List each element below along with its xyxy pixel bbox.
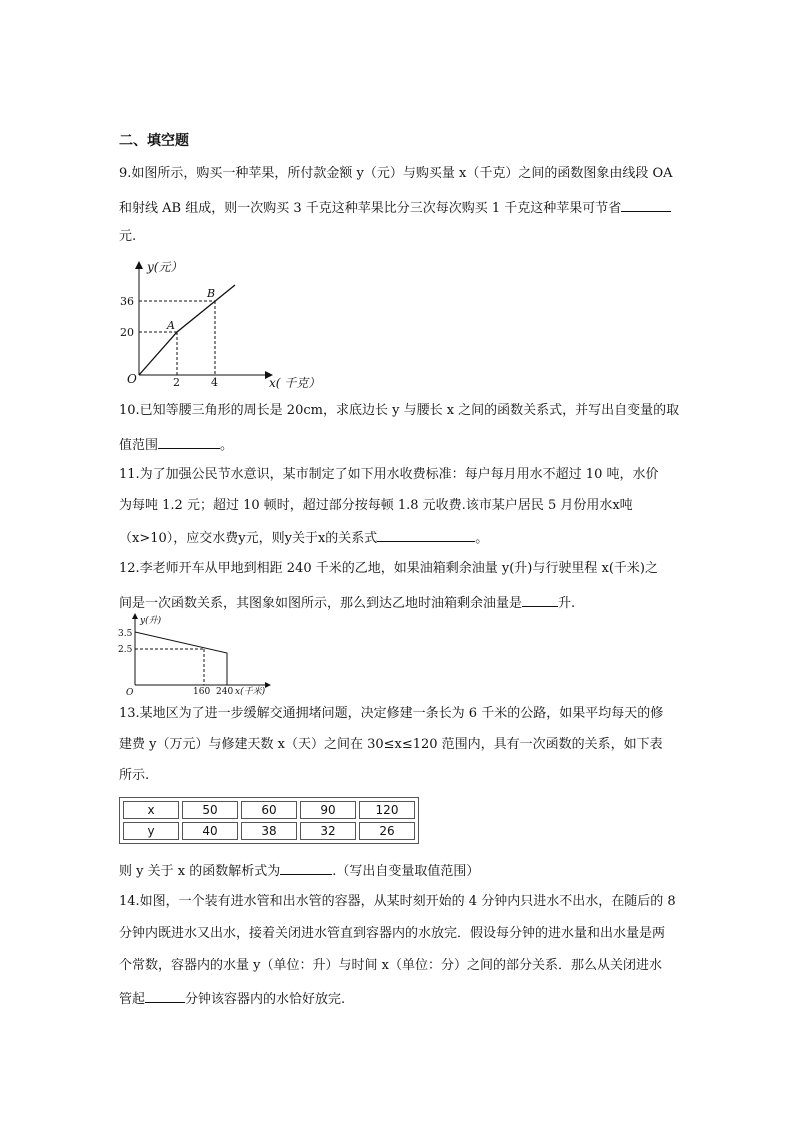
q9-x-tick-4: 4 bbox=[211, 376, 218, 389]
q12-figure bbox=[115, 613, 285, 698]
q12-x-tick-240: 240 bbox=[216, 687, 234, 697]
q11-line-3-suffix: 。 bbox=[475, 531, 489, 546]
q13-answer-blank bbox=[280, 860, 332, 875]
table-row bbox=[123, 822, 415, 840]
table-cell: 40 bbox=[182, 822, 238, 840]
table-cell: 60 bbox=[241, 801, 297, 819]
q9-point-b-label: B bbox=[207, 287, 216, 300]
q12-x-axis-label: x(千米) bbox=[235, 687, 266, 697]
q14-line-1: 14.如图，一个装有进水管和出水管的容器，从某时刻开始的 4 分钟内只进水不出水，在随后的 8 bbox=[119, 894, 676, 909]
q9-line-2 bbox=[119, 197, 671, 218]
q13-line-4-prefix: 则 y 关于 x 的函数解析式为 bbox=[119, 864, 281, 879]
q10-line-1: 10.已知等腰三角形的周长是 20cm，求底边长 y 与腰长 x 之间的函数关系式，并写出自变量的取 bbox=[119, 403, 680, 418]
q14-line-2: 分钟内既进水又出水，接着关闭进水管直到容器内的水放完．假设每分钟的进水量和出水量是两 bbox=[119, 926, 666, 941]
table-cell: 90 bbox=[300, 801, 356, 819]
q13-data-table bbox=[119, 797, 419, 844]
q12-line-2 bbox=[119, 592, 575, 613]
q14-line-4-suffix: 分钟该容器内的水恰好放完. bbox=[185, 992, 346, 1007]
table-cell: y bbox=[123, 822, 179, 840]
q12-answer-blank bbox=[522, 592, 558, 607]
table-cell: 32 bbox=[300, 822, 356, 840]
q10-line-2-prefix: 值范围 bbox=[119, 438, 159, 453]
table-cell: 26 bbox=[359, 822, 415, 840]
q10-line-2 bbox=[119, 434, 233, 455]
q14-line-4 bbox=[119, 988, 345, 1009]
q12-line-2-prefix: 间是一次函数关系，其图象如图所示，那么到达乙地时油箱剩余油量是 bbox=[119, 596, 523, 611]
q9-line-2-text: 和射线 AB 组成，则一次购买 3 千克这种苹果比分三次每次购买 1 千克这种苹果可节省 bbox=[119, 201, 622, 216]
table-cell: 50 bbox=[182, 801, 238, 819]
q12-origin-label: O bbox=[126, 688, 134, 698]
q13-line-4 bbox=[119, 860, 479, 881]
table-cell: x bbox=[123, 801, 179, 819]
q9-figure bbox=[115, 255, 325, 390]
q9-y-tick-20: 20 bbox=[120, 326, 134, 339]
q9-y-tick-36: 36 bbox=[120, 295, 134, 308]
q9-x-axis-label: x( 千克） bbox=[269, 376, 321, 390]
q9-line-3: 元. bbox=[119, 229, 137, 244]
q10-line-2-suffix: 。 bbox=[220, 438, 234, 453]
q12-y-axis-label: y(升) bbox=[140, 616, 162, 626]
q13-line-2: 建费 y（万元）与修建天数 x（天）之间在 30≤x≤120 范围内，具有一次函数的关系，如下表 bbox=[119, 737, 663, 752]
q12-x-tick-160: 160 bbox=[193, 687, 211, 697]
q11-answer-blank bbox=[377, 527, 475, 542]
q9-point-a-label: A bbox=[167, 319, 175, 332]
q13-line-3: 所示. bbox=[119, 768, 150, 783]
q11-line-3 bbox=[119, 527, 488, 548]
section-title: 二、填空题 bbox=[119, 133, 189, 149]
q14-line-4-prefix: 管起 bbox=[119, 992, 146, 1007]
q12-line-2-suffix: 升. bbox=[558, 596, 576, 611]
q9-y-axis-label: y(元） bbox=[147, 260, 183, 274]
q14-answer-blank bbox=[145, 988, 185, 1003]
q10-answer-blank bbox=[158, 434, 220, 449]
q12-line-1: 12.李老师开车从甲地到相距 240 千米的乙地，如果油箱剩余油量 y(升)与行驶里程 x(千米)之 bbox=[119, 561, 658, 576]
q9-answer-blank bbox=[621, 197, 671, 212]
q14-line-3: 个常数，容器内的水量 y（单位：升）与时间 x（单位：分）之间的部分关系．那么从关闭进水 bbox=[119, 958, 662, 973]
q9-origin-label: O bbox=[127, 372, 137, 386]
q9-x-tick-2: 2 bbox=[173, 376, 180, 389]
q11-line-2: 为每吨 1.2 元；超过 10 顿时，超过部分按每顿 1.8 元收费.该市某户居民 5 月份用水x吨 bbox=[119, 498, 633, 513]
table-cell: 120 bbox=[359, 801, 415, 819]
table-cell: 38 bbox=[241, 822, 297, 840]
q11-line-1: 11.为了加强公民节水意识，某市制定了如下用水收费标准：每户每月用水不超过 10 吨，水价 bbox=[119, 467, 659, 482]
q12-y-tick-2-5: 2.5 bbox=[118, 645, 133, 655]
q9-line-1: 9.如图所示，购买一种苹果，所付款金额 y（元）与购买量 x（千克）之间的函数图象由线段 OA bbox=[119, 166, 673, 181]
q13-line-4-suffix: .（写出自变量取值范围） bbox=[332, 864, 480, 879]
q11-line-3-prefix: （x>10），应交水费y元，则y关于x的关系式 bbox=[119, 531, 378, 546]
q12-y-tick-3-5: 3.5 bbox=[118, 629, 133, 639]
table-row bbox=[123, 801, 415, 819]
q13-line-1: 13.某地区为了进一步缓解交通拥堵问题，决定修建一条长为 6 千米的公路，如果平均每天的修 bbox=[119, 706, 664, 721]
